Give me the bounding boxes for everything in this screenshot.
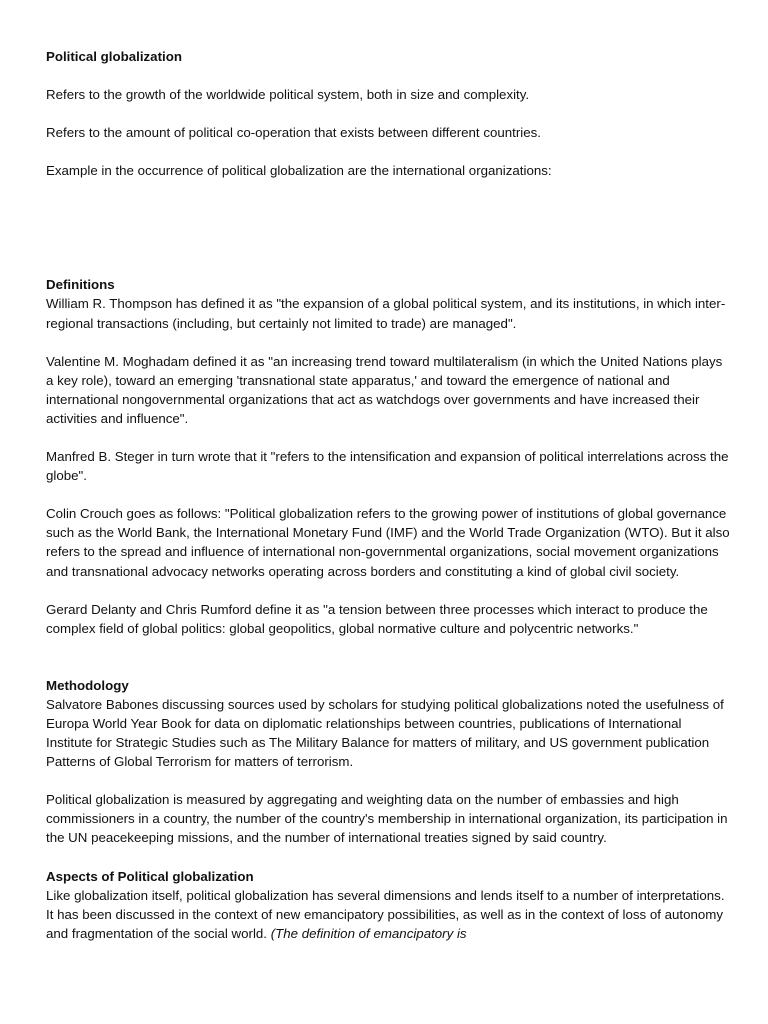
document-page [46,47,730,943]
aspects-heading: Aspects of Political globalization [46,868,254,884]
definitions-heading: Definitions [46,277,115,293]
intro-paragraph-3: Example in the occurrence of political globalization are the international organizations: [46,163,552,179]
aspects-paragraph [46,886,730,943]
definition-paragraph-thompson: William R. Thompson has defined it as "the expansion of a global political system, and its institutions, in which inter-regional transactions (including, but certainly not limited to trade) are managed". [46,296,726,331]
aspects-paragraph-text: Like globalization itself, political globalization has several dimensions and lends itself to a number of interpretations. It has been discussed in the context of new emancipatory possibilities, as well as in the context of loss of autonomy and fragmentation of the social world. [46,887,725,941]
definition-paragraph-steger: Manfred B. Steger in turn wrote that it "refers to the intensification and expansion of political interrelations across the globe". [46,449,729,484]
methodology-paragraph-measurement: Political globalization is measured by aggregating and weighting data on the number of embassies and high commissioners in a country, the number of the country's membership in international organization, its participation in the UN peacekeeping missions, and the number of international treaties signed by said country. [46,792,728,846]
methodology-heading: Methodology [46,677,129,693]
document-title: Political globalization [46,49,182,64]
intro-paragraph-1: Refers to the growth of the worldwide political system, both in size and complexity. [46,87,530,103]
aspects-italic-note: (The definition of emancipatory is [270,925,467,941]
intro-paragraph-2: Refers to the amount of political co-operation that exists between different countries. [46,125,541,141]
definition-paragraph-moghadam: Valentine M. Moghadam defined it as "an increasing trend toward multilateralism (in which the United Nations plays a key role), toward an emerging 'transnational state apparatus,' and toward the emergence of national and international nongovernmental organizations that act as watchdogs over governments and have increased their activities and influence". [46,353,723,426]
methodology-paragraph-babones: Salvatore Babones discussing sources used by scholars for studying political globalizations noted the usefulness of Europa World Year Book for data on diplomatic relationships between countries, publications of International Institute for Strategic Studies such as The Military Balance for matters of military, and US government publication Patterns of Global Terrorism for matters of terrorism. [46,696,724,770]
definition-paragraph-crouch: Colin Crouch goes as follows: "Political globalization refers to the growing power of institutions of global governance such as the World Bank, the International Monetary Fund (IMF) and the World Trade Organization (WTO). But it also refers to the spread and influence of international non-governmental organizations, social movement organizations and transnational advocacy networks operating across borders and constituting a kind of global civil society. [46,506,730,579]
definition-paragraph-delanty-rumford: Gerard Delanty and Chris Rumford define it as "a tension between three processes which interact to produce the complex field of global politics: global geopolitics, global normative culture and polycentric networks." [46,601,708,636]
